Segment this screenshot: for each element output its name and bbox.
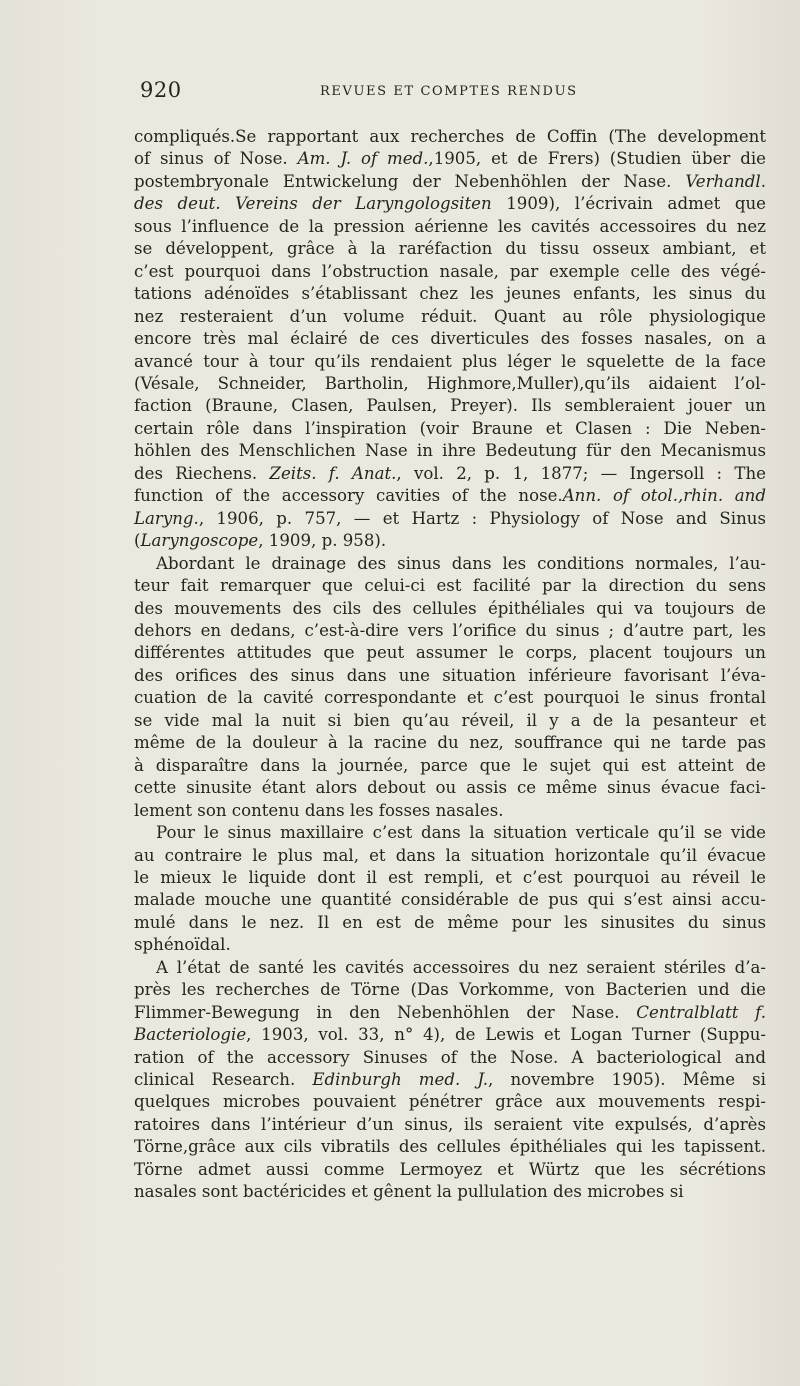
italic-citation: Verhandl. xyxy=(685,171,766,191)
text-run: Törne admet aussi comme Lermoyez et Würtz que les sécrétions xyxy=(134,1159,766,1179)
text-line xyxy=(134,575,766,597)
paragraph xyxy=(134,822,766,957)
text-line xyxy=(134,822,766,844)
text-line xyxy=(134,1181,766,1203)
text-line xyxy=(134,755,766,777)
text-run: ratoires dans l’intérieur d’un sinus, ils seraient vite expulsés, d’après xyxy=(134,1114,766,1134)
text-line xyxy=(134,979,766,1001)
text-line xyxy=(134,1114,766,1136)
italic-citation: Edinburgh med. J. xyxy=(312,1070,489,1090)
text-line xyxy=(134,530,766,552)
text-run: ( xyxy=(134,531,141,551)
text-run: des Riechens. xyxy=(134,463,270,483)
italic-citation: Laryng. xyxy=(134,508,199,528)
text-run: ration of the accessory Sinuses of the Nose. A bacteriological and xyxy=(134,1047,766,1067)
body-text xyxy=(134,126,766,1204)
text-run: faction (Braune, Clasen, Paulsen, Preyer). Ils sembleraient jouer un xyxy=(134,396,766,416)
text-run: dehors en dedans, c’est-à-dire vers l’orifice du sinus ; d’autre part, les xyxy=(134,620,766,640)
page-number: 920 xyxy=(140,78,182,102)
italic-citation: des deut. Vereins der Laryngologsiten xyxy=(134,194,492,214)
text-line xyxy=(134,440,766,462)
text-run: Törne,grâce aux cils vibratils des cellules épithéliales qui les tapissent. xyxy=(134,1137,766,1157)
text-run: se développent, grâce à la raréfaction du tissu osseux ambiant, et xyxy=(134,239,766,259)
italic-citation: Am. J. of med. xyxy=(297,149,429,169)
text-line xyxy=(134,800,766,822)
text-run: teur fait remarquer que celui-ci est facilité par la direction du sens xyxy=(134,576,766,596)
text-line xyxy=(134,171,766,193)
text-line xyxy=(134,867,766,889)
text-run: , vol. 2, p. 1, 1877; — Ingersoll : The xyxy=(396,463,766,483)
text-line xyxy=(134,238,766,260)
italic-citation: Zeits. f. Anat. xyxy=(269,463,397,483)
text-run: nez resteraient d’un volume réduit. Quant au rôle physiologique xyxy=(134,306,766,326)
italic-citation: Bacteriologie xyxy=(134,1025,247,1045)
text-run: certain rôle dans l’inspiration (voir Braune et Clasen : Die Neben- xyxy=(134,418,766,438)
text-line xyxy=(134,934,766,956)
text-run: clinical Research. xyxy=(134,1070,313,1090)
text-line xyxy=(134,193,766,215)
text-run: c’est pourquoi dans l’obstruction nasale, par exemple celle des végé- xyxy=(134,261,766,281)
text-line xyxy=(134,395,766,417)
text-run: nasales sont bactéricides et gênent la pullulation des microbes si xyxy=(134,1182,684,1202)
text-run: sous l’influence de la pression aérienne les cavités accessoires du nez xyxy=(134,216,766,236)
text-line xyxy=(134,418,766,440)
text-run: function of the accessory cavities of the nose. xyxy=(134,486,563,506)
text-line xyxy=(134,598,766,620)
text-run: Pour le sinus maxillaire c’est dans la situation verticale qu’il se vide xyxy=(156,823,766,843)
text-run: tations adénoïdes s’établissant chez les jeunes enfants, les sinus du xyxy=(134,284,766,304)
text-run: A l’état de santé les cavités accessoires du nez seraient stériles d’a- xyxy=(156,957,766,977)
text-run: des mouvements des cils des cellules épithéliales qui va toujours de xyxy=(134,598,766,618)
text-run: , 1903, vol. 33, n° 4), de Lewis et Logan Turner (Suppu- xyxy=(246,1025,766,1045)
text-line xyxy=(134,1159,766,1181)
text-line xyxy=(134,665,766,687)
text-line xyxy=(134,912,766,934)
text-line xyxy=(134,1136,766,1158)
text-line xyxy=(134,1047,766,1069)
text-run: Abordant le drainage des sinus dans les conditions normales, l’au- xyxy=(156,553,766,573)
text-run: of sinus of Nose. xyxy=(134,149,298,169)
text-run: des orifices des sinus dans une situation inférieure favorisant l’éva- xyxy=(134,665,766,685)
text-run: encore très mal éclairé de ces diverticules des fosses nasales, on a xyxy=(134,329,766,349)
text-run: mulé dans le nez. Il en est de même pour les sinusites du sinus xyxy=(134,912,766,932)
text-run: avancé tour à tour qu’ils rendaient plus léger le squelette de la face xyxy=(134,351,766,371)
text-run: lement son contenu dans les fosses nasales. xyxy=(134,800,504,820)
text-run: malade mouche une quantité considérable de pus qui s’est ainsi accu- xyxy=(134,890,766,910)
text-line xyxy=(134,328,766,350)
text-line xyxy=(134,777,766,799)
text-line xyxy=(134,351,766,373)
text-run: même de la douleur à la racine du nez, souffrance qui ne tarde pas xyxy=(134,733,766,753)
text-line xyxy=(134,373,766,395)
text-run: compliqués.Se rapportant aux recherches de Coffin (The development xyxy=(134,127,766,146)
text-run: ,1905, et de Frers) (Studien über die xyxy=(428,149,766,169)
text-run: höhlen des Menschlichen Nase in ihre Bedeutung für den Mecanismus xyxy=(134,441,766,461)
paragraph xyxy=(134,126,766,553)
italic-citation: Centralblatt f. xyxy=(636,1002,766,1022)
text-line xyxy=(134,148,766,170)
text-line xyxy=(134,1091,766,1113)
text-line xyxy=(134,283,766,305)
text-line xyxy=(134,620,766,642)
text-run: postembryonale Entwickelung der Nebenhöhlen der Nase. xyxy=(134,171,686,191)
page-header xyxy=(140,78,770,108)
text-run: se vide mal la nuit si bien qu’au réveil, il y a de la pesanteur et xyxy=(134,710,766,730)
text-line xyxy=(134,642,766,664)
text-run: le mieux le liquide dont il est rempli, et c’est pourquoi au réveil le xyxy=(134,867,766,887)
paragraph xyxy=(134,553,766,822)
italic-citation: Laryngoscope xyxy=(140,531,259,551)
text-line xyxy=(134,1024,766,1046)
text-run: cette sinusite étant alors debout ou assis ce même sinus évacue faci- xyxy=(134,778,766,798)
paragraph xyxy=(134,957,766,1204)
text-run: , 1909, p. 958). xyxy=(258,531,387,551)
italic-citation: Ann. of otol.,rhin. and xyxy=(562,486,766,506)
text-line xyxy=(134,306,766,328)
text-run: , novembre 1905). Même si xyxy=(488,1070,766,1090)
text-line xyxy=(134,889,766,911)
text-run: au contraire le plus mal, et dans la situation horizontale qu’il évacue xyxy=(134,845,766,865)
text-run: Flimmer-Bewegung in den Nebenhöhlen der Nase. xyxy=(134,1002,637,1022)
text-run: à disparaître dans la journée, parce que le sujet qui est atteint de xyxy=(134,755,766,775)
text-run: 1909), l’écrivain admet que xyxy=(491,194,766,214)
text-line xyxy=(134,126,766,148)
text-run: cuation de la cavité correspondante et c’est pourquoi le sinus frontal xyxy=(134,688,766,708)
text-line xyxy=(134,485,766,507)
text-line xyxy=(134,216,766,238)
running-head: REVUES ET COMPTES RENDUS xyxy=(320,84,578,99)
text-line xyxy=(134,710,766,732)
text-line xyxy=(134,508,766,530)
text-run: quelques microbes pouvaient pénétrer grâce aux mouvements respi- xyxy=(134,1092,766,1112)
text-line xyxy=(134,845,766,867)
text-line xyxy=(134,553,766,575)
text-line xyxy=(134,463,766,485)
text-run: , 1906, p. 757, — et Hartz : Physiology of Nose and Sinus xyxy=(198,508,766,528)
text-run: différentes attitudes que peut assumer le corps, placent toujours un xyxy=(134,643,766,663)
text-run: (Vésale, Schneider, Bartholin, Highmore,Muller),qu’ils aidaient l’ol- xyxy=(134,373,766,393)
text-line xyxy=(134,261,766,283)
text-run: près les recherches de Törne (Das Vorkomme, von Bacterien und die xyxy=(134,980,766,1000)
text-line xyxy=(134,957,766,979)
text-line xyxy=(134,732,766,754)
text-line xyxy=(134,1002,766,1024)
text-run: sphénoïdal. xyxy=(134,935,231,955)
text-line xyxy=(134,687,766,709)
text-line xyxy=(134,1069,766,1091)
